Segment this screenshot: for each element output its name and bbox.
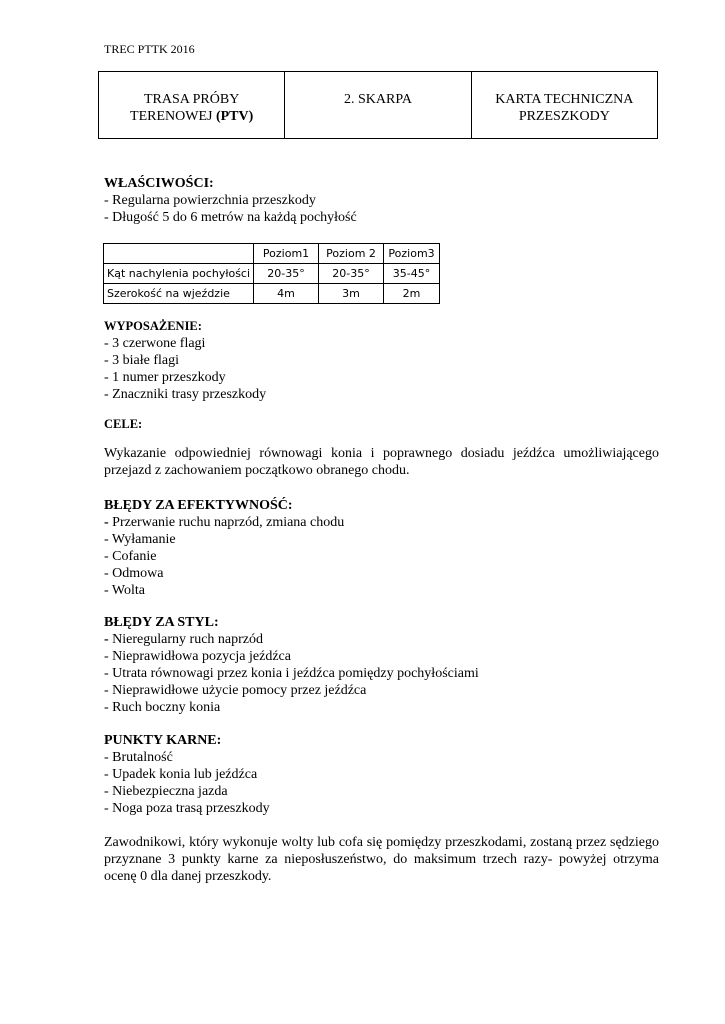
- penalty-points-section: [104, 732, 659, 817]
- goals-text: Wykazanie odpowiedniej równowagi konia i poprawnego dosiadu jeźdźca umożliwiającego przejazd z zachowaniem początkowo obranego chodu.: [104, 446, 659, 478]
- penalty-points-list: [104, 749, 659, 817]
- table-cell: 3m: [319, 284, 384, 304]
- goals-title: CELE:: [104, 417, 143, 431]
- style-errors-section: [104, 614, 659, 716]
- page-header: TREC PTTK 2016: [104, 42, 195, 56]
- title-cell-card: [471, 72, 657, 139]
- table-cell: 20-35°: [319, 264, 384, 284]
- list-item: - Regularna powierzchnia przeszkody: [104, 193, 316, 208]
- table-row-label: Szerokość na wjeździe: [104, 284, 254, 304]
- table-cell: 4m: [254, 284, 319, 304]
- list-item: - Odmowa: [104, 566, 164, 581]
- table-row: [104, 244, 440, 264]
- list-item: - Utrata równowagi przez konia i jeźdźca pomiędzy pochyłościami: [104, 666, 479, 681]
- card-title-line1: KARTA TECHNICZNA: [495, 92, 634, 107]
- list-item: [104, 631, 659, 648]
- efficiency-errors-list: [104, 514, 659, 599]
- title-route-line2: TERENOWEJ: [130, 109, 216, 124]
- table-header-cell: Poziom1: [254, 244, 319, 264]
- list-item: - Upadek konia lub jeźdźca: [104, 767, 258, 782]
- properties-list: [104, 192, 659, 226]
- table-header-cell: Poziom 2: [319, 244, 384, 264]
- list-item: - Brutalność: [104, 750, 173, 765]
- title-cell-obstacle: [285, 72, 471, 139]
- style-errors-title: BŁĘDY ZA STYL:: [104, 615, 219, 630]
- properties-title: WŁAŚCIWOŚCI:: [104, 176, 214, 191]
- equipment-title: WYPOSAŻENIE:: [104, 319, 202, 333]
- list-item: - Niebezpieczna jazda: [104, 784, 228, 799]
- closing-text: Zawodnikowi, który wykonuje wolty lub cofa się pomiędzy przeszkodami, zostaną przez sędziego przyznane 3 punkty karne za nieposłuszeństwo, do maksimum trzech razy- powyżej otrzyma ocenę 0 dla danej przeszkody.: [104, 835, 659, 884]
- list-item: - 1 numer przeszkody: [104, 370, 226, 385]
- goals-section: [104, 416, 659, 479]
- table-cell: 20-35°: [254, 264, 319, 284]
- efficiency-errors-title: BŁĘDY ZA EFEKTYWNOŚĆ:: [104, 498, 293, 513]
- equipment-section: [104, 318, 659, 403]
- penalty-points-title: PUNKTY KARNE:: [104, 733, 222, 748]
- title-table: [98, 71, 658, 139]
- table-header-cell: Poziom3: [384, 244, 440, 264]
- list-item-text: Przerwanie ruchu naprzód, zmiana chodu: [108, 515, 345, 530]
- list-item: - Wyłamanie: [104, 532, 176, 547]
- list-item: - Cofanie: [104, 549, 157, 564]
- card-title-line2: PRZESZKODY: [518, 109, 610, 124]
- list-dash: -: [104, 632, 109, 647]
- list-item: - Nieprawidłowe użycie pomocy przez jeźdźca: [104, 683, 367, 698]
- table-header-cell: [104, 244, 254, 264]
- style-errors-list: [104, 631, 659, 716]
- title-route-ptv: (PTV): [215, 109, 254, 124]
- table-row: [104, 284, 440, 304]
- list-item: - 3 białe flagi: [104, 353, 180, 368]
- list-item: - Długość 5 do 6 metrów na każdą pochyłość: [104, 210, 357, 225]
- equipment-list: [104, 335, 659, 403]
- table-cell: 35-45°: [384, 264, 440, 284]
- efficiency-errors-section: [104, 497, 659, 599]
- list-item: - Noga poza trasą przeszkody: [104, 801, 270, 816]
- table-row: [104, 264, 440, 284]
- list-item: - Ruch boczny konia: [104, 700, 221, 715]
- table-cell: 2m: [384, 284, 440, 304]
- list-item: - Nieprawidłowa pozycja jeźdźca: [104, 649, 291, 664]
- list-item: - Znaczniki trasy przeszkody: [104, 387, 267, 402]
- table-row-label: Kąt nachylenia pochyłości: [104, 264, 254, 284]
- list-dash: -: [104, 515, 109, 530]
- title-cell-route: [99, 72, 285, 139]
- list-item: - 3 czerwone flagi: [104, 336, 206, 351]
- closing-section: [104, 834, 659, 885]
- properties-section: [104, 175, 659, 226]
- levels-table: [103, 243, 440, 304]
- list-item: [104, 514, 659, 531]
- list-item-text: Nieregularny ruch naprzód: [108, 632, 263, 647]
- list-item: - Wolta: [104, 583, 145, 598]
- obstacle-name: 2. SKARPA: [344, 92, 412, 107]
- title-route-line1: TRASA PRÓBY: [144, 92, 240, 107]
